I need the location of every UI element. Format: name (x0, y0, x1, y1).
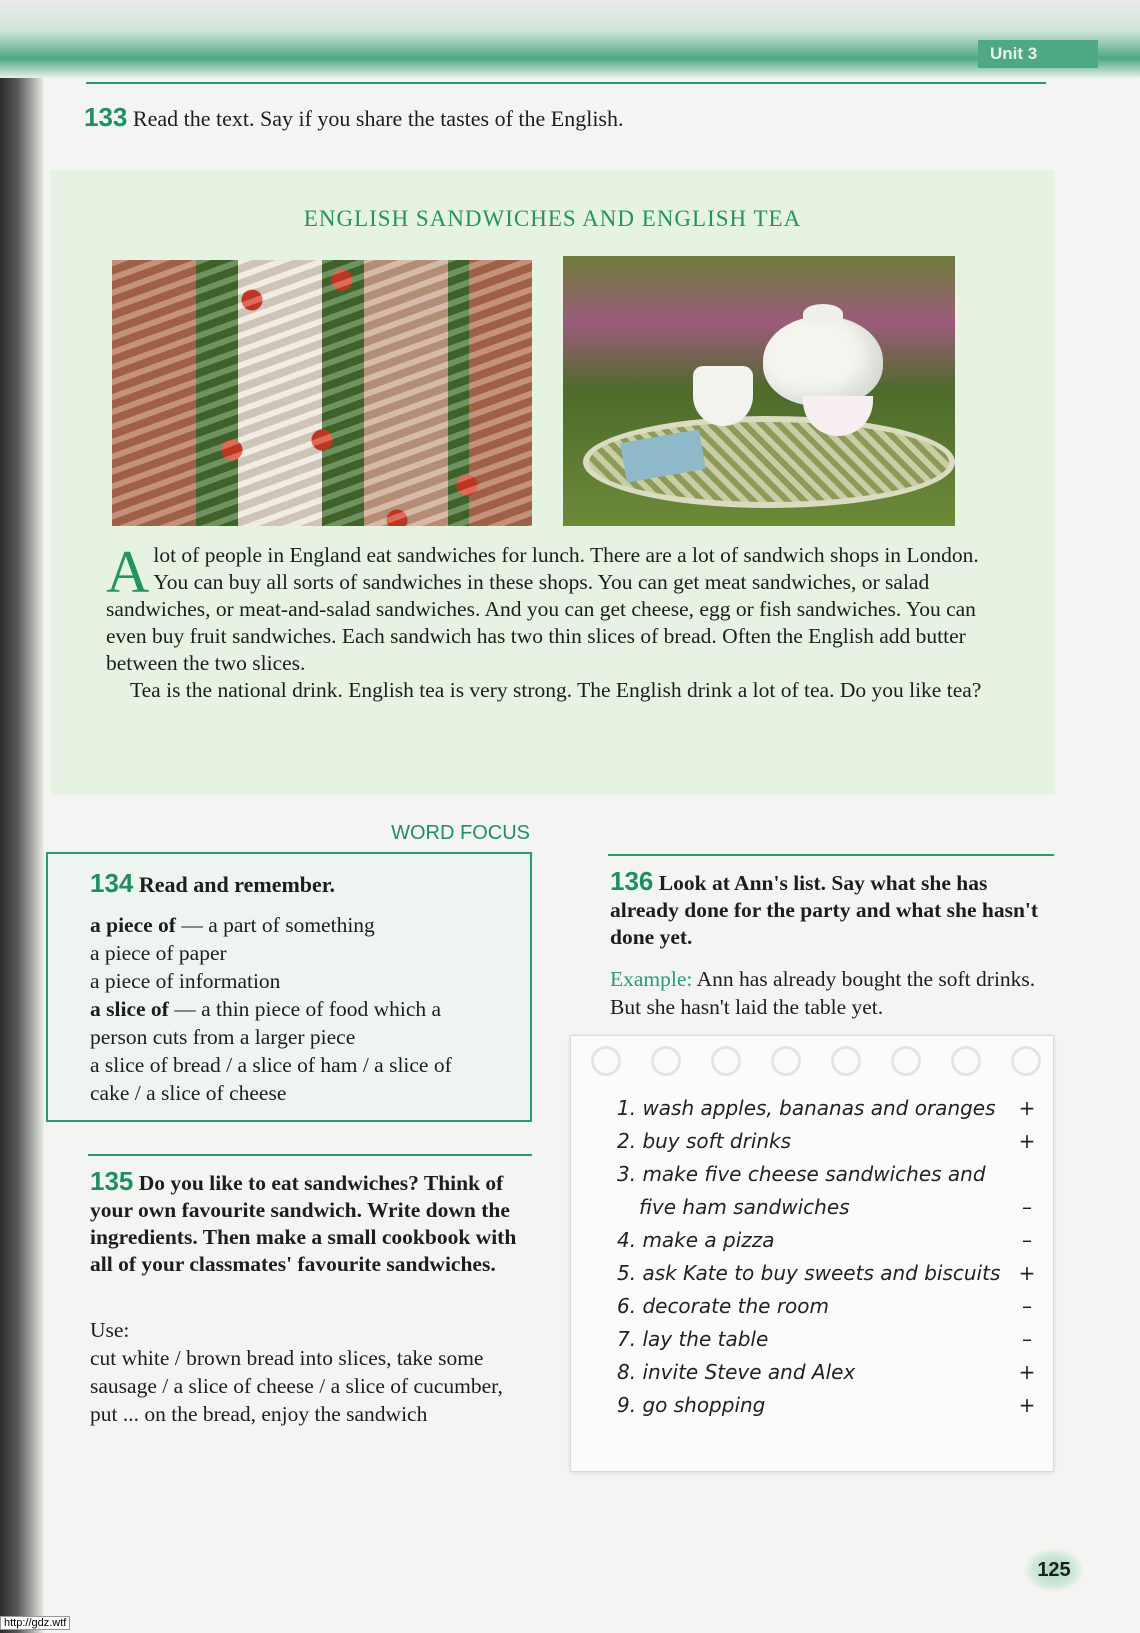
reading-title: ENGLISH SANDWICHES AND ENGLISH TEA (303, 206, 802, 231)
list-item (617, 1389, 1037, 1422)
vocab-example: a piece of information (90, 969, 281, 993)
ring-icon (891, 1046, 921, 1076)
sandwich-platter-photo (112, 260, 532, 526)
status-mark: + (1018, 1261, 1036, 1285)
list-item (617, 1356, 1037, 1389)
reading-paragraph-1 (106, 539, 986, 677)
word-focus-label: WORD FOCUS (391, 822, 530, 844)
page-number: 125 (1024, 1548, 1084, 1592)
list-item (617, 1125, 1037, 1158)
ring-icon (711, 1046, 741, 1076)
vocab-definition: person cuts from a larger piece (90, 1025, 356, 1049)
status-mark: + (1018, 1096, 1036, 1120)
drop-cap: A (106, 539, 150, 605)
list-item (617, 1224, 1037, 1257)
top-divider (86, 82, 1046, 84)
notebook-rings (591, 1046, 1051, 1076)
status-mark: – (1022, 1327, 1032, 1351)
use-text: cut white / brown bread into slices, take some sausage / a slice of cheese / a slice of cucumber, put ... on the bread, enjoy the sandwich (90, 1346, 503, 1426)
list-item (617, 1323, 1037, 1356)
anns-list-notebook (570, 1035, 1054, 1472)
status-mark: + (1018, 1393, 1036, 1417)
tea-tray-photo (563, 256, 955, 526)
exercise-number: 135 (90, 1166, 134, 1196)
status-mark: – (1022, 1195, 1032, 1219)
watermark-link[interactable]: http://gdz.wtf (0, 1616, 70, 1630)
ring-icon (771, 1046, 801, 1076)
unit-tab: Unit 3 (978, 40, 1098, 68)
list-item (617, 1290, 1037, 1323)
status-mark: + (1018, 1360, 1036, 1384)
ring-icon (651, 1046, 681, 1076)
example-text: Ann has already bought the soft drinks. But she hasn't laid the table yet. (610, 967, 1036, 1019)
vocab-term: a piece of (90, 913, 176, 937)
vocab-term: a slice of (90, 997, 169, 1021)
exercise-instruction: Read and remember. (138, 872, 336, 897)
vocab-definition: — a part of something (175, 913, 375, 937)
vocab-line (90, 1079, 530, 1107)
vocab-line (90, 1023, 530, 1051)
paragraph-1-text: lot of people in England eat sandwiches for lunch. There are a lot of sandwich shops in London. You can buy all sorts of sandwiches in these shops. You can get meat sandwiches, or salad sandwiches, or meat-and-salad sandwiches. And you can get cheese, egg or fish sandwiches. You can even buy fruit sandwiches. Each sandwich has two thin slices of bread. Often the English add butter between the two slices. (106, 543, 979, 675)
exercise-135-divider (88, 1154, 532, 1156)
exercise-135-use (90, 1316, 510, 1428)
ring-icon (1011, 1046, 1041, 1076)
vocab-line (90, 939, 530, 967)
milk-jug-shape (693, 366, 753, 426)
list-item-text: five ham sandwiches (639, 1195, 850, 1219)
list-item-text: 6. decorate the room (617, 1294, 830, 1318)
exercise-134-heading (90, 868, 530, 899)
exercise-135 (90, 1168, 535, 1278)
vocab-line (90, 995, 530, 1023)
exercise-133 (84, 102, 624, 133)
ring-icon (951, 1046, 981, 1076)
exercise-instruction: Read the text. Say if you share the tastes of the English. (132, 106, 624, 131)
teapot-shape (763, 316, 883, 406)
ring-icon (591, 1046, 621, 1076)
top-banner (0, 0, 1140, 78)
list-item-text: 3. make five cheese sandwiches and (617, 1162, 986, 1186)
example-label: Example: (610, 967, 693, 991)
list-item (617, 1257, 1037, 1290)
exercise-136 (610, 868, 1050, 951)
status-mark: – (1022, 1294, 1032, 1318)
status-mark: + (1018, 1129, 1036, 1153)
exercise-instruction: Do you like to eat sandwiches? Think of your own favourite sandwich. Write down the ingredients. Then make a small cookbook with all of your classmates' favourite sandwiches. (90, 1171, 517, 1276)
ring-icon (831, 1046, 861, 1076)
vocab-example: a slice of bread / a slice of ham / a slice of (90, 1053, 452, 1077)
book-spine-shadow (0, 0, 44, 1633)
use-label: Use: (90, 1318, 130, 1342)
exercise-number: 136 (610, 866, 654, 896)
exercise-136-divider (608, 854, 1054, 856)
list-item-text: 9. go shopping (617, 1393, 766, 1417)
sandwich-texture (112, 260, 532, 526)
list-item-text: 4. make a pizza (617, 1228, 775, 1252)
list-item-text: 1. wash apples, bananas and oranges (617, 1096, 996, 1120)
exercise-instruction: Look at Ann's list. Say what she has already done for the party and what she hasn't done yet. (610, 871, 1039, 949)
list-item-text: 5. ask Kate to buy sweets and biscuits (617, 1261, 1001, 1285)
todo-list (617, 1092, 1037, 1422)
list-item-text: 7. lay the table (617, 1327, 769, 1351)
reading-text (106, 539, 986, 704)
vocab-example: cake / a slice of cheese (90, 1081, 287, 1105)
list-item-text: 2. buy soft drinks (617, 1129, 792, 1153)
exercise-number: 133 (84, 102, 128, 132)
status-mark: – (1022, 1228, 1032, 1252)
vocab-definition: — a thin piece of food which a (168, 997, 442, 1021)
vocab-example: a piece of paper (90, 941, 227, 965)
teapot-lid-shape (803, 304, 843, 324)
list-item (617, 1191, 1037, 1224)
exercise-136-example (610, 965, 1050, 1021)
list-item (617, 1092, 1037, 1125)
vocab-line (90, 911, 530, 939)
exercise-134-box (46, 852, 532, 1122)
vocab-line (90, 967, 530, 995)
vocab-line (90, 1051, 530, 1079)
list-item-text: 8. invite Steve and Alex (617, 1360, 856, 1384)
exercise-number: 134 (90, 868, 134, 898)
list-item (617, 1158, 1037, 1191)
reading-paragraph-2: Tea is the national drink. English tea is very strong. The English drink a lot of tea. Do you like tea? (130, 678, 982, 702)
